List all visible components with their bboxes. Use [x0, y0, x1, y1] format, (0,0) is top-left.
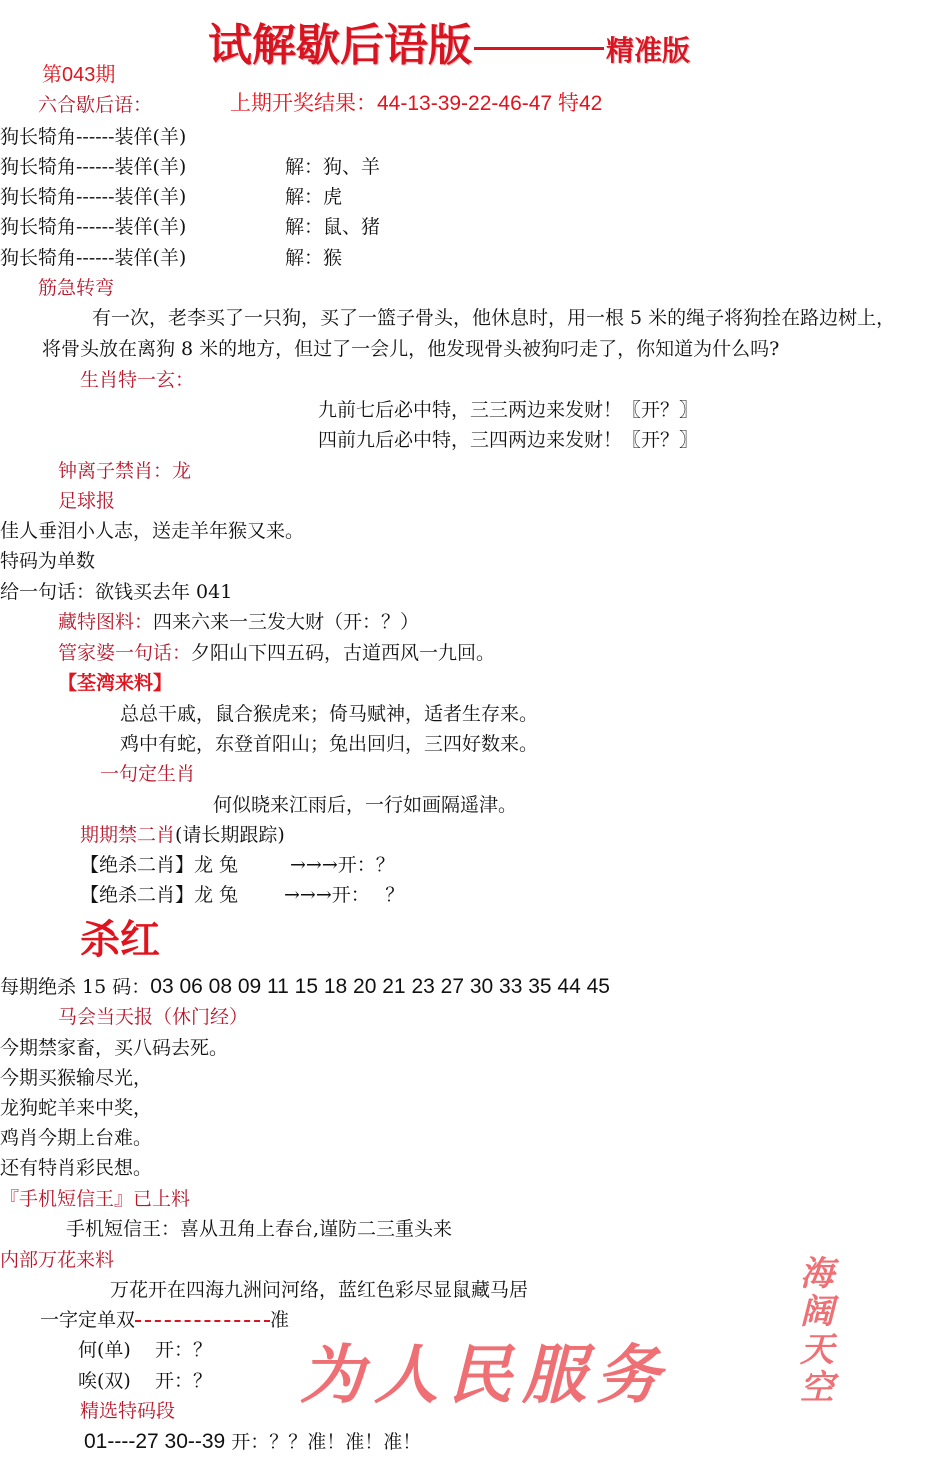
proverb-answer: 解：猴	[285, 247, 343, 269]
proverb-answer: 解：鼠、猪	[285, 216, 381, 238]
last-result: 上期开奖结果：44-13-39-22-46-47 特42	[230, 92, 603, 115]
riddle-line: 将骨头放在离狗 8 米的地方，但过了一会儿，他发现骨头被狗叼走了，你知道为什么吗?	[42, 338, 780, 360]
zodiac-line: 四前九后必中特，三四两边来发财！〖开？〗	[318, 429, 699, 451]
proverb-answer: 解：狗、羊	[285, 156, 381, 178]
zodiac-line: 九前七后必中特，三三两边来发财！〖开？〗	[318, 399, 699, 421]
dashed-divider	[135, 1320, 270, 1322]
sms-king-heading: 『手机短信王』已上料	[0, 1188, 191, 1210]
odd-even-heading	[40, 1307, 289, 1333]
tsuen-wan-line: 鸡中有蛇，东登首阳山；兔出回归，三四好数来。	[120, 733, 539, 755]
zodiac-heading: 生肖特一玄：	[80, 369, 195, 391]
segment-result: 开：？？准！准！准！	[231, 1431, 422, 1453]
kill-red-numbers: 03 06 08 09 11 15 18 20 21 23 27 30 33 35 44 45	[150, 975, 610, 998]
title-text: 试解歇后语版	[208, 20, 472, 71]
issue-number: 第043期	[42, 64, 116, 86]
horse-club-line: 今期买猴输尽光，	[0, 1067, 153, 1089]
football-line: 特码为单数	[0, 550, 96, 572]
odd-even-title: 一字定单双	[40, 1309, 136, 1331]
ban-two-note: (请长期跟踪)	[175, 824, 285, 846]
proverb-answer: 解：虎	[285, 186, 343, 208]
proverb-text: 狗长犄角------装佯(羊)	[0, 126, 187, 148]
housekeeper-line	[58, 640, 495, 666]
hidden-chart-text: 四来六来一三发大财（开：？）	[153, 611, 420, 633]
title-divider	[474, 47, 604, 50]
wanhua-text: 万花开在四海九洲问河络，蓝红色彩尽显鼠藏马居	[110, 1279, 529, 1301]
section-label: 六合歇后语：	[38, 94, 153, 116]
riddle-heading: 筋急转弯	[38, 277, 115, 299]
odd-result: 开：？	[155, 1339, 213, 1361]
watermark-side-text: 海阔天空	[800, 1254, 834, 1408]
sms-king-text: 手机短信王：喜从丑角上春台,谨防二三重头来	[66, 1218, 453, 1240]
ban-two-label: 【绝杀二肖】龙 兔	[80, 884, 239, 906]
horse-club-line: 鸡肖今期上台难。	[0, 1127, 153, 1149]
one-sentence-text: 何似晓来江雨后，一行如画隔遥津。	[213, 794, 518, 816]
kill-red-label: 每期绝杀 15 码：	[0, 976, 151, 998]
odd-label: 何(单)	[78, 1339, 131, 1361]
housekeeper-text: 夕阳山下四五码，古道西风一九回。	[191, 642, 496, 664]
even-label: 唉(双)	[78, 1370, 131, 1392]
segment-heading: 精选特码段	[80, 1400, 176, 1422]
kill-red-line	[0, 974, 610, 1000]
tsuen-wan-heading: 【荃湾来料】	[58, 672, 173, 694]
segment-range: 01----27 30--39	[84, 1430, 226, 1453]
hidden-chart-label: 藏特图料：	[58, 611, 154, 633]
page-title	[208, 18, 690, 79]
horse-club-heading: 马会当天报（休门经）	[58, 1006, 249, 1028]
hidden-chart-line	[58, 609, 419, 635]
horse-club-line: 还有特肖彩民想。	[0, 1157, 153, 1179]
ban-two-result: →→→开： ？	[284, 884, 405, 906]
proverb-text: 狗长犄角------装佯(羊)	[0, 247, 187, 269]
proverb-text: 狗长犄角------装佯(羊)	[0, 216, 187, 238]
ban-two-result: →→→开：？	[290, 854, 395, 876]
football-line: 佳人垂泪小人志，送走羊年猴又来。	[0, 520, 305, 542]
riddle-line: 有一次，老李买了一只狗，买了一篮子骨头，他休息时，用一根 5 米的绳子将狗拴在路边树上，	[92, 307, 896, 329]
proverb-text: 狗长犄角------装佯(羊)	[0, 156, 187, 178]
zhonglizi-line: 钟离子禁肖：龙	[58, 460, 192, 482]
segment-line	[84, 1429, 421, 1455]
horse-club-line: 今期禁家畜，买八码去死。	[0, 1037, 229, 1059]
ban-two-heading	[80, 822, 285, 848]
title-subtitle: 精准版	[606, 34, 691, 67]
ban-two-label: 【绝杀二肖】龙 兔	[80, 854, 239, 876]
horse-club-line: 龙狗蛇羊来中奖，	[0, 1097, 153, 1119]
proverb-text: 狗长犄角------装佯(羊)	[0, 186, 187, 208]
housekeeper-label: 管家婆一句话：	[58, 642, 192, 664]
even-result: 开：？	[155, 1370, 213, 1392]
football-heading: 足球报	[58, 490, 116, 512]
kill-red-heading: 杀红	[80, 917, 160, 963]
tsuen-wan-line: 总总干戚，鼠合猴虎来；倚马赋神，适者生存来。	[120, 703, 539, 725]
watermark-calligraphy: 为人民服务	[300, 1338, 670, 1413]
one-sentence-heading: 一句定生肖	[100, 763, 196, 785]
ban-two-title: 期期禁二肖	[80, 824, 176, 846]
wanhua-heading: 内部万花来料	[0, 1249, 115, 1271]
odd-even-suffix: 准	[270, 1309, 290, 1331]
football-line: 给一句话：欲钱买去年 041	[0, 581, 233, 603]
